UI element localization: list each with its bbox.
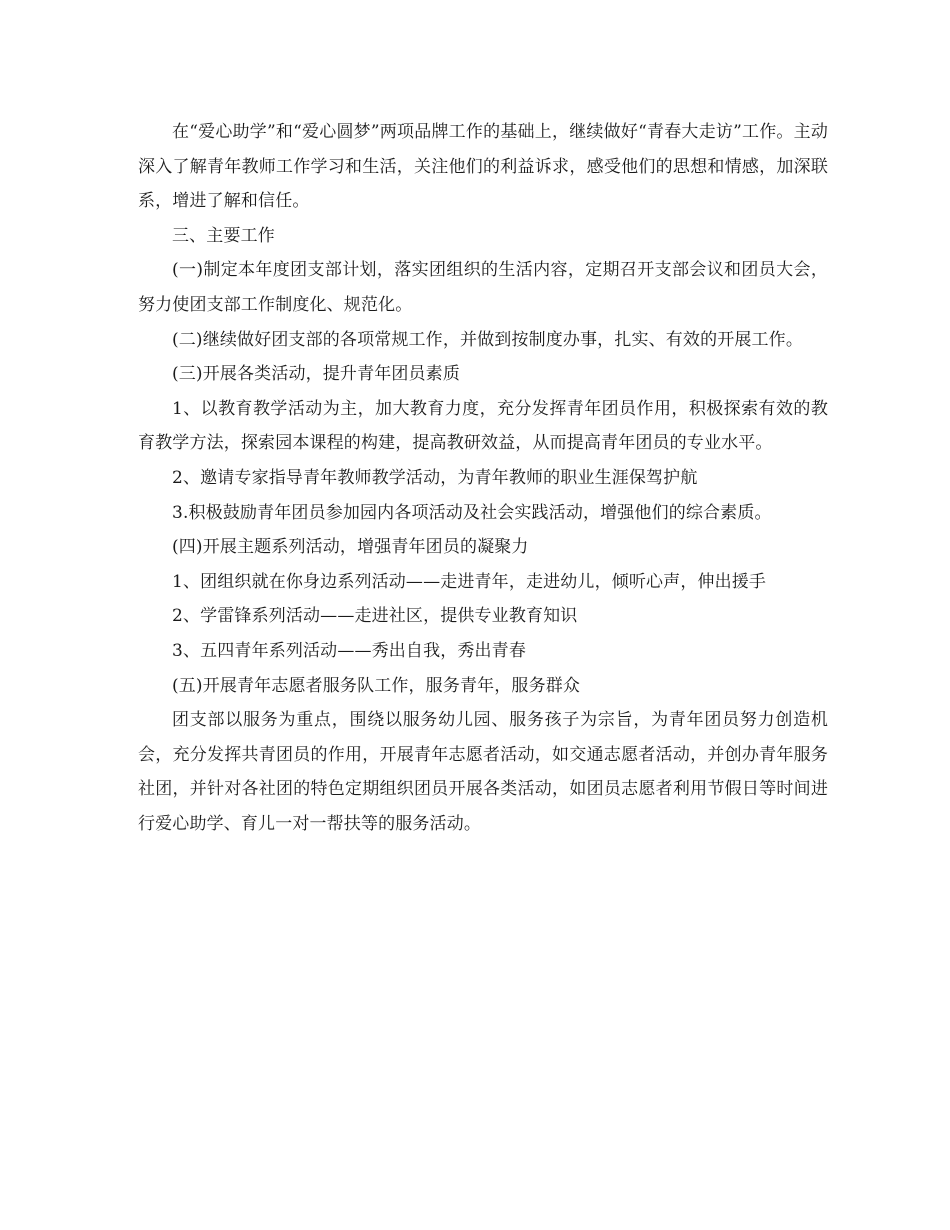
list-item: 1、以教育教学活动为主，加大教育力度，充分发挥青年团员作用，积极探索有效的教育教学方法，探索园本课程的构建，提高教研效益，从而提高青年团员的专业水平。 — [138, 398, 828, 454]
subsection-heading: (四)开展主题系列活动，增强青年团员的凝聚力 — [172, 537, 529, 558]
paragraph: 在“爱心助学”和“爱心圆梦”两项品牌工作的基础上，继续做好“青春大走访”工作。主动深入了解青年教师工作学习和生活，关注他们的利益诉求，感受他们的思想和情感，加深联系，增进了解和信任。 — [138, 122, 828, 212]
subsection-heading: (五)开展青年志愿者服务队工作，服务青年，服务群众 — [172, 675, 581, 696]
list-item: 1、团组织就在你身边系列活动——走进青年，走进幼儿，倾听心声，伸出援手 — [172, 571, 767, 592]
list-item: 3、五四青年系列活动——秀出自我，秀出青春 — [172, 640, 526, 661]
list-item: 3.积极鼓励青年团员参加园内各项活动及社会实践活动，增强他们的综合素质。 — [172, 502, 772, 523]
document-body — [138, 115, 828, 841]
section-heading: 三、主要工作 — [172, 225, 275, 246]
paragraph: (一)制定本年度团支部计划，落实团组织的生活内容，定期召开支部会议和团员大会，努力使团支部工作制度化、规范化。 — [138, 260, 828, 315]
paragraph: 团支部以服务为重点，围绕以服务幼儿园、服务孩子为宗旨，为青年团员努力创造机会，充分发挥共青团员的作用，开展青年志愿者活动，如交通志愿者活动，并创办青年服务社团，并针对各社团的特色定期组织团员开展各类活动，如团员志愿者利用节假日等时间进行爱心助学、育儿一对一帮扶等的服务活动。 — [138, 710, 828, 834]
list-item: 2、邀请专家指导青年教师教学活动，为青年教师的职业生涯保驾护航 — [172, 467, 698, 488]
paragraph: (二)继续做好团支部的各项常规工作，并做到按制度办事，扎实、有效的开展工作。 — [172, 329, 803, 350]
subsection-heading: (三)开展各类活动，提升青年团员素质 — [172, 364, 460, 385]
list-item: 2、学雷锋系列活动——走进社区，提供专业教育知识 — [172, 606, 578, 627]
